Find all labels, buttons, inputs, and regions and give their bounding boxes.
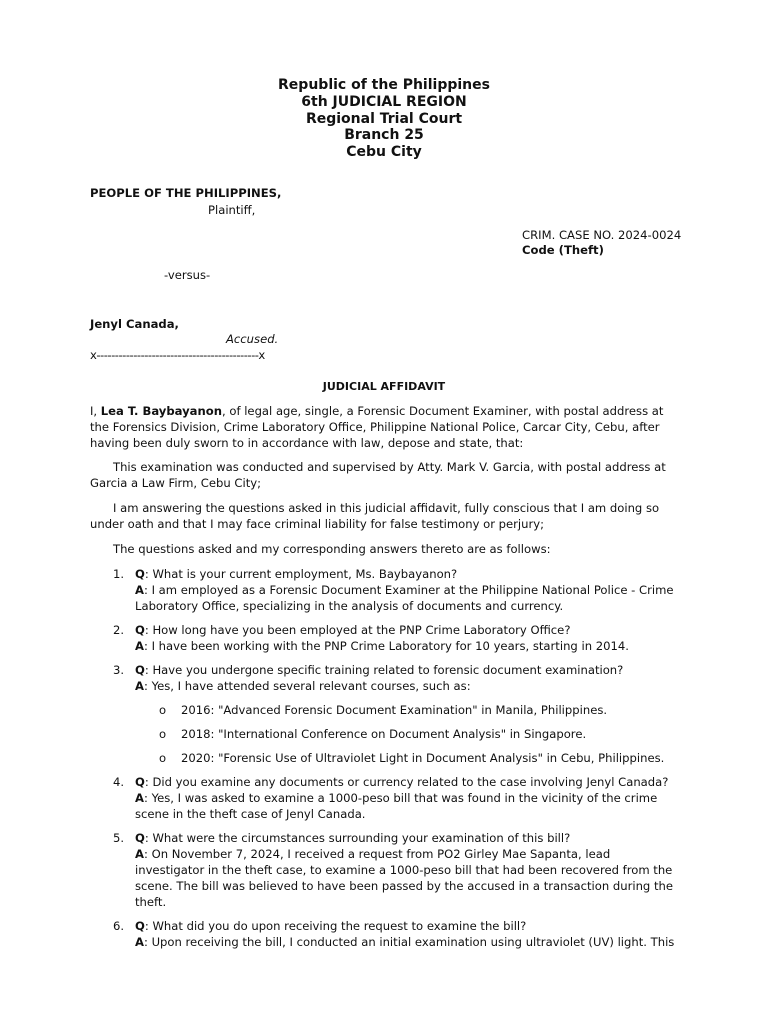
question-item [90, 622, 676, 654]
court-city: Cebu City [346, 144, 422, 161]
answer-text: A: I am employed as a Forensic Document Examiner at the Philippine National Police - Crime Laboratory Office, specializing in the analysis of documents and currency. [135, 583, 674, 613]
document-title: JUDICIAL AFFIDAVIT [322, 380, 446, 393]
answer-text: A: Yes, I was asked to examine a 1000-peso bill that was found in the vicinity of the crime scene in the theft case of Jenyl Canada. [135, 791, 658, 821]
plaintiff-name: PEOPLE OF THE PHILIPPINES, [90, 186, 282, 200]
accused-name: Jenyl Canada, [90, 317, 179, 331]
training-item: o 2016: "Advanced Forensic Document Examination" in Manila, Philippines. [159, 703, 608, 717]
court-name: Regional Trial Court [305, 110, 463, 127]
accused-role: Accused. [226, 332, 279, 346]
question-text: Q: How long have you been employed at the PNP Crime Laboratory Office? [135, 623, 571, 637]
question-text: Q: Have you undergone specific training related to forensic document examination? [135, 663, 624, 677]
bullet-icon: o [159, 703, 167, 717]
plaintiff-role: Plaintiff, [208, 203, 256, 217]
question-text: Q: What is your current employment, Ms. Baybayanon? [135, 567, 458, 581]
question-number: 4. [113, 775, 125, 789]
questions-intro-paragraph: The questions asked and my corresponding answers thereto are as follows: [113, 542, 551, 556]
court-region: 6th JUDICIAL REGION [301, 93, 467, 110]
question-text: Q: Did you examine any documents or currency related to the case involving Jenyl Canada? [135, 775, 669, 789]
training-item: o 2018: "International Conference on Document Analysis" in Singapore. [159, 727, 587, 741]
supervision-paragraph: This examination was conducted and supervised by Atty. Mark V. Garcia, with postal address at Garcia a Law Firm, Cebu City; [90, 460, 666, 490]
versus-label: -versus- [164, 268, 211, 282]
case-number: CRIM. CASE NO. 2024-0024 [522, 228, 682, 242]
bullet-icon: o [159, 751, 167, 765]
oath-paragraph: I am answering the questions asked in this judicial affidavit, fully conscious that I am doing so under oath and that I may face criminal liability for false testimony or perjury; [90, 501, 660, 531]
court-caption [0, 77, 768, 161]
caption-separator: x--------------------------------------------x [90, 348, 265, 362]
question-number: 2. [113, 623, 125, 637]
question-number: 3. [113, 663, 125, 677]
affiant-name: Lea T. Baybayanon [100, 404, 222, 418]
question-text: Q: What were the circumstances surrounding your examination of this bill? [135, 831, 571, 845]
question-text: Q: What did you do upon receiving the request to examine the bill? [135, 919, 527, 933]
court-country: Republic of the Philippines [278, 77, 490, 93]
question-number: 5. [113, 831, 125, 845]
bullet-icon: o [159, 727, 167, 741]
answer-text: A: I have been working with the PNP Crime Laboratory for 10 years, starting in 2014. [135, 639, 629, 653]
training-item: o 2020: "Forensic Use of Ultraviolet Light in Document Analysis" in Cebu, Philippines. [159, 751, 665, 765]
answer-text: A: Upon receiving the bill, I conducted an initial examination using ultraviolet (UV) light. This [135, 935, 675, 949]
question-item [90, 918, 676, 950]
question-number: 1. [113, 567, 125, 581]
question-item [90, 566, 676, 614]
case-code: Code (Theft) [522, 243, 604, 257]
question-item [90, 662, 676, 766]
answer-text: A: On November 7, 2024, I received a request from PO2 Girley Mae Sapanta, lead investigator in the theft case, to examine a 1000-peso bill that had been recovered from the scene. The bill was believed to have been passed by the accused in a transaction during the theft. [135, 847, 673, 909]
training-list [135, 702, 676, 766]
question-item [90, 830, 676, 910]
question-number: 6. [113, 919, 125, 933]
intro-paragraph: I, Lea T. Baybayanon, of legal age, single, a Forensic Document Examiner, with postal address at the Forensics Division, Crime Laboratory Office, Philippine National Police, Carcar City, Cebu, after having been duly sworn to in accordance with law, depose and state, that: [90, 404, 664, 450]
court-branch: Branch 25 [344, 127, 424, 144]
answer-text: A: Yes, I have attended several relevant courses, such as: [135, 679, 471, 693]
question-item [90, 774, 676, 822]
question-list [90, 566, 676, 958]
